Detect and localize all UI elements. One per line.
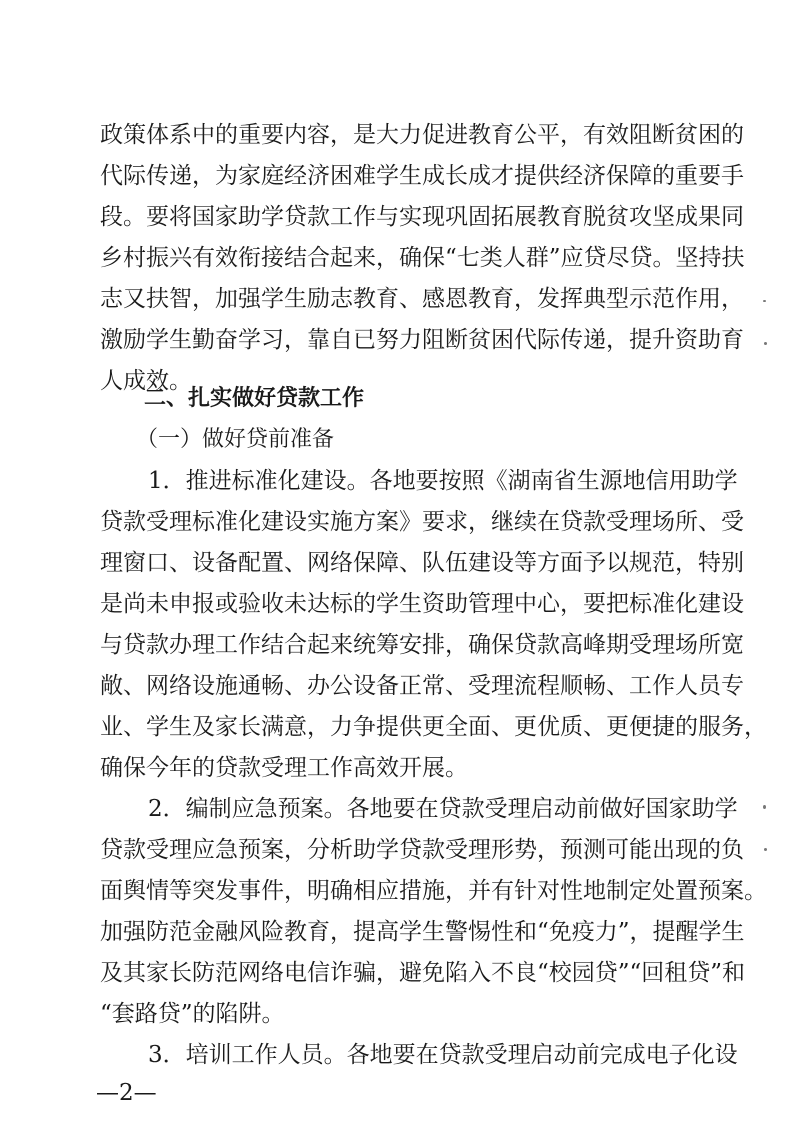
scan-speck [764,342,767,345]
body-text-line: 人成效。 [100,368,192,394]
body-text-line: 贷款受理应急预案，分析助学贷款受理形势，预测可能出现的负 [100,837,744,863]
body-text-line: 1．推进标准化建设。各地要按照《湖南省生源地信用助学 [148,468,738,494]
body-text-line: 贷款受理标准化建设实施方案》要求，继续在贷款受理场所、受 [100,509,744,535]
body-text-line: 段。要将国家助学贷款工作与实现巩固拓展教育脱贫攻坚成果同 [100,204,744,230]
scan-speck [764,848,767,851]
body-text-line: 3．培训工作人员。各地要在贷款受理启动前完成电子化设 [148,1042,738,1068]
scan-speck [763,805,766,809]
body-text-line: 政策体系中的重要内容，是大力促进教育公平，有效阻断贫困的 [100,122,744,148]
body-text-line: 2．编制应急预案。各地要在贷款受理启动前做好国家助学 [148,796,738,822]
body-text-line: “套路贷”的陷阱。 [100,1001,285,1027]
body-text-line: 代际传递，为家庭经济困难学生成长成才提供经济保障的重要手 [100,163,744,189]
body-text-line: 志又扶智，加强学生励志教育、感恩教育，发挥典型示范作用， [100,286,744,312]
body-text-line: 敞、网络设施通畅、办公设备正常、受理流程顺畅、工作人员专 [100,673,744,699]
page-number: —2— [96,1080,157,1106]
scan-speck [763,300,766,302]
body-text-line: 及其家长防范网络电信诈骗，避免陷入不良“校园贷”“回租贷”和 [100,960,746,986]
body-text-line: 加强防范金融风险教育，提高学生警惕性和“免疫力”，提醒学生 [100,919,745,945]
body-text-line: 理窗口、设备配置、网络保障、队伍建设等方面予以规范，特别 [100,550,744,576]
body-text-line: 是尚未申报或验收未达标的学生资助管理中心，要把标准化建设 [100,591,744,617]
section-heading: 二、扎实做好贷款工作 [144,386,365,411]
subsection-heading: （一）做好贷前准备 [136,427,335,452]
body-text-line: 激励学生勤奋学习，靠自已努力阻断贫困代际传递，提升资助育 [100,327,744,353]
body-text-line: 确保今年的贷款受理工作高效开展。 [100,755,468,781]
body-text-line: 面舆情等突发事件，明确相应措施，并有针对性地制定处置预案。 [100,878,767,904]
body-text-line: 业、学生及家长满意，力争提供更全面、更优质、更便捷的服务， [100,714,767,740]
body-text-line: 与贷款办理工作结合起来统筹安排，确保贷款高峰期受理场所宽 [100,632,744,658]
body-text-line: 乡村振兴有效衔接结合起来，确保“七类人群”应贷尽贷。坚持扶 [100,245,745,271]
